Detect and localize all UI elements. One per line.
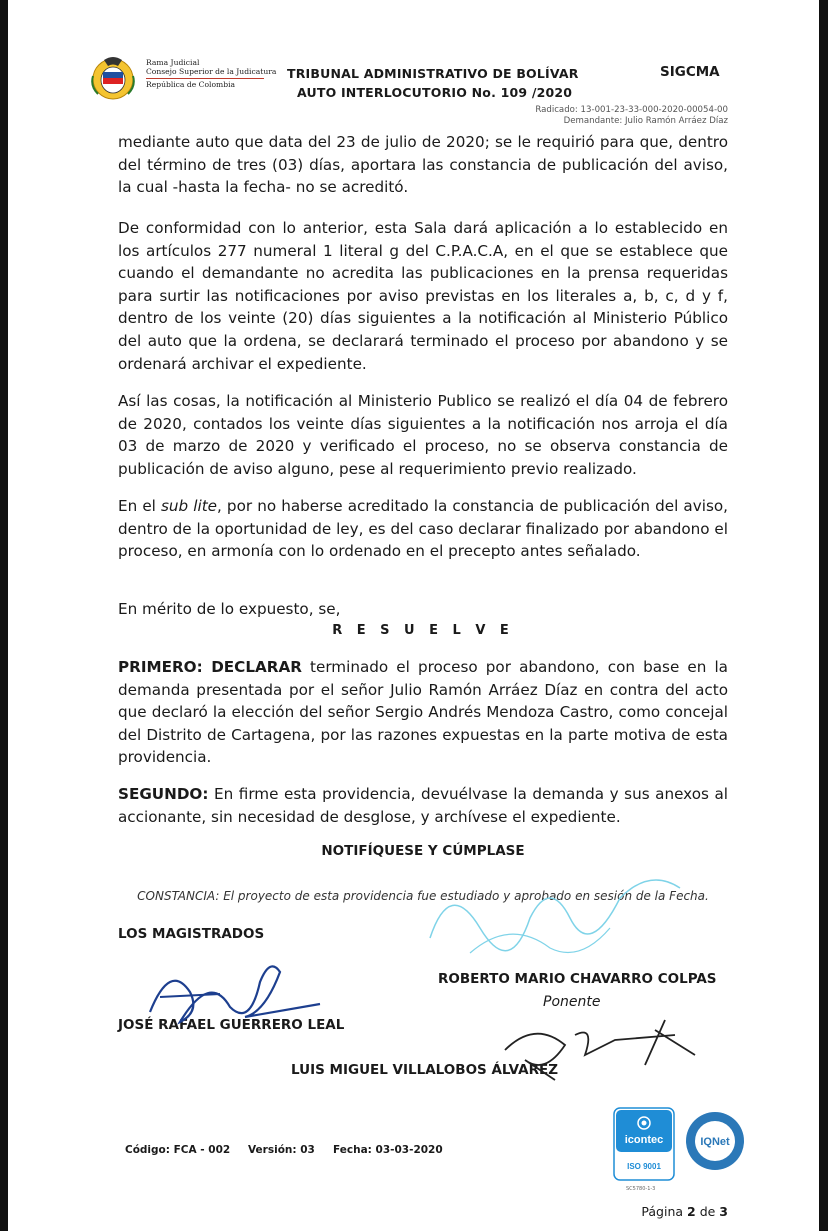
signatory-roberto: ROBERTO MARIO CHAVARRO COLPAS [438, 971, 717, 987]
segundo-text: En firme esta providencia, devuélvase la demanda y sus anexos al accionante, sin necesidad de desglose, y archívese el expediente. [118, 785, 728, 826]
fecha-field: Fecha: 03-03-2020 [333, 1144, 443, 1156]
sub-lite-term: sub lite [160, 497, 217, 515]
p4-rest: , por no haberse acreditado la constancia de publicación del aviso, dentro de la oportunidad de ley, es del caso declarar finalizado por abandono el proceso, en armonía con lo ordenado en el precepto antes señalado. [118, 497, 728, 561]
pagina-de: de [695, 1204, 720, 1219]
paragraph-1: mediante auto que data del 23 de julio de 2020; se le requirió para que, dentro del término de tres (03) días, aportara las constancia de publicación del aviso, la cual -hasta la fecha- no se acreditó. [118, 133, 728, 197]
iso-text: ISO 9001 [627, 1162, 661, 1171]
pagina-label: Página [641, 1204, 688, 1219]
rama-judicial-block [146, 58, 276, 89]
left-scan-edge [0, 0, 8, 1231]
primero-text: terminado el proceso por abandono, con base en la demanda presentada por el señor Julio Ramón Arráez Díaz en contra del acto que declaró la elección del señor Sergio Andrés Mendoza Castro, como concejal del Distrito de Cartagena, por las razones expuestas en la parte motiva de esta providencia. [118, 658, 728, 767]
primero-resolution [118, 656, 728, 769]
p4-start: En el [118, 497, 161, 515]
rama-line-3: República de Colombia [146, 79, 236, 89]
paragraph-3 [118, 390, 728, 480]
magistrados-heading: LOS MAGISTRADOS [118, 926, 265, 942]
radicado-line: Radicado: 13-001-23-33-000-2020-00054-00 [535, 105, 728, 115]
iqnet-logo [684, 1110, 746, 1172]
tribunal-title: TRIBUNAL ADMINISTRATIVO DE BOLÍVAR [287, 66, 579, 81]
sigcma-label: SIGCMA [660, 64, 720, 80]
rama-line-2: Consejo Superior de la Judicatura [146, 67, 277, 77]
page-number [641, 1204, 728, 1219]
paragraph-5: En mérito de lo expuesto, se, [118, 600, 341, 618]
paragraph-4 [118, 495, 728, 563]
cert-code: SC5780-1-3 [626, 1186, 656, 1192]
pagina-total: 3 [719, 1204, 728, 1219]
ponente-label: Ponente [543, 994, 601, 1010]
rama-line-1: Rama Judicial [146, 58, 200, 67]
auto-number: AUTO INTERLOCUTORIO No. 109 /2020 [297, 85, 573, 100]
cyan-handwritten-signature [410, 858, 700, 968]
icontec-text: icontec [624, 1134, 664, 1146]
coat-of-arms-logo [90, 52, 136, 102]
pagina-current: 2 [687, 1204, 696, 1219]
version-field: Versión: 03 [248, 1144, 315, 1156]
right-scan-edge [819, 0, 828, 1231]
resuelve-heading: R E S U E L V E [332, 623, 514, 638]
segundo-resolution [118, 783, 728, 828]
constancia-note: CONSTANCIA: El proyecto de esta providencia fue estudiado y aprobado en sesión de la Fecha. [137, 889, 709, 903]
signatory-luis: LUIS MIGUEL VILLALOBOS ÁLVAREZ [291, 1062, 559, 1078]
signatory-jose: JOSÉ RAFAEL GUERRERO LEAL [118, 1017, 345, 1033]
demandante-line: Demandante: Julio Ramón Arráez Díaz [563, 116, 728, 126]
notifiquese-heading: NOTIFÍQUESE Y CÚMPLASE [321, 843, 525, 859]
segundo-label: SEGUNDO: [118, 785, 209, 803]
case-reference [428, 105, 728, 127]
paragraph-3-text: Así las cosas, la notificación al Ministerio Publico se realizó el día 04 de febrero de 2020, contados los veinte días siguientes a la notificación nos arroja el día 03 de marzo de 2020 y verificado el proceso, no se observa constancia de publicación de aviso alguno, pese al requerimiento previo realizado. [118, 392, 728, 478]
iqnet-text: IQNet [700, 1136, 730, 1148]
paragraph-2: De conformidad con lo anterior, esta Sala dará aplicación a lo establecido en los artículos 277 numeral 1 literal g del C.P.A.C.A, en el que se establece que cuando el demandante no acredita las publicaciones en la prensa requeridas para surtir las notificaciones por aviso previstas en los literales a, b, c, d y f, dentro de los veinte (20) días siguientes a la notificación al Ministerio Público del auto que la ordena, se declarará terminado el proceso por abandono y se ordenará archivar el expediente. [118, 219, 728, 373]
codigo-field: Código: FCA - 002 [125, 1144, 231, 1156]
primero-label: PRIMERO: DECLARAR [118, 658, 302, 676]
icontec-logo [613, 1107, 675, 1181]
red-rule [146, 78, 264, 79]
